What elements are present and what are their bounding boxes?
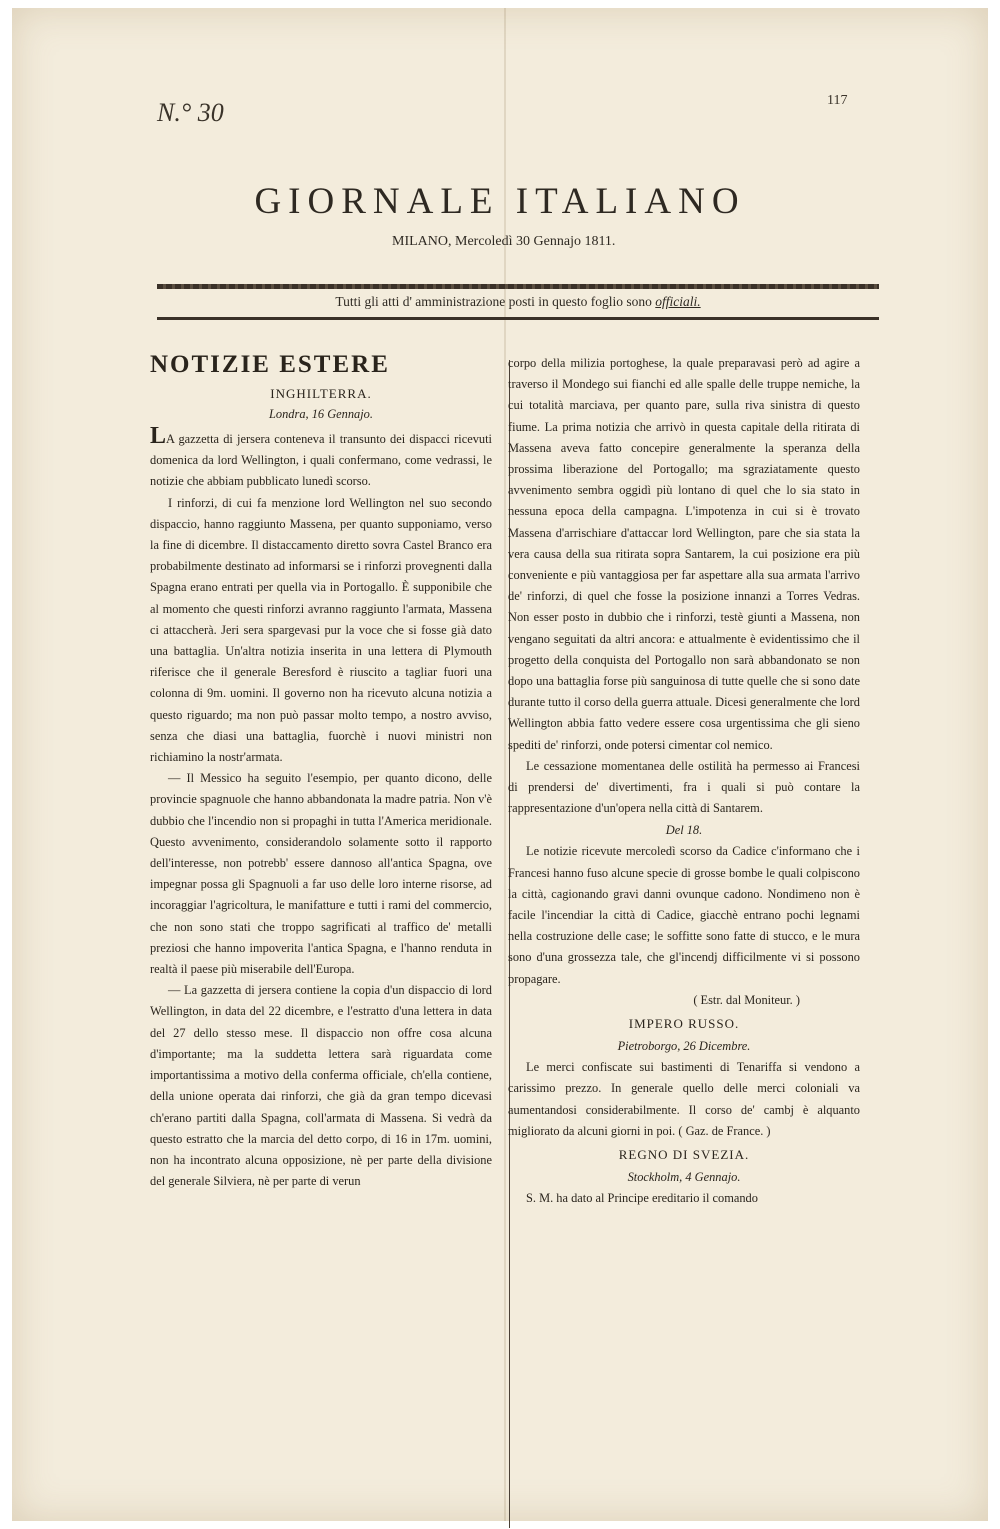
source-citation: ( Estr. dal Moniteur. ): [693, 992, 800, 1007]
official-notice-text: Tutti gli atti d' amministrazione posti in questo foglio sono: [335, 294, 652, 309]
article-paragraph: S. M. ha dato al Principe ereditario il comando: [526, 1190, 758, 1205]
place-dateline: Pietroborgo, 26 Dicembre.: [617, 1039, 751, 1054]
article-paragraph: Le cessazione momentanea delle ostilità ha permesso ai Francesi di prendersi de' divertimenti, fra i quali si può contare la rappresentazione d'un'opera nella città di Santarem.: [508, 758, 860, 816]
section-title: NOTIZIE ESTERE: [150, 351, 390, 378]
article-paragraph: corpo della milizia portoghese, la quale preparavasi però ad agire a traverso il Mondego sui fianchi ed alle spalle delle truppe nemiche, la cui totalità marciava, per quanto pare, sulla riva sinistra di questo fiume. La prima notizia che arrivò in questa capitale della ritirata di Massena aveva fatto concepire generalmente la speranza della prossima liberazione del Portogallo; ma sgraziatamente questo avvenimento sembra oggidì più lontano di quel che lo sia stato in nessuna epoca della campagna. L'impotenza in cui si è trovato Massena d'arrischiare d'attaccar lord Wellington, pare che sia stata la vera causa della sua ritirata sopra Santarem, la cui posizione era più conveniente e più vantaggiosa per far aspettare alla sua armata l'arrivo de' rinforzi, di quel che fosse la posizione innanzi a Torres Vedras. Non esser posto in dubbio che i rinforzi, testè giunti a Massena, non vengano seguitati da altri ancora: e attualmente è evidentissimo che il progetto della conquista del Portogallo non sarà abbandonato se non dopo una battaglia forse più sanguinosa di tutte quelle che si sono date durante tutto il corso della guerra attuale. Dicesi generalmente che lord Wellington abbia fatto vedere essere cosa urgentissima che gli sieno spediti de' rinforzi, onde potersi cimentar col nemico.: [508, 356, 860, 752]
article-paragraph: LA gazzetta di jersera conteneva il transunto dei dispacci ricevuti domenica da lord Wellington, i quali confermano, come vedrassi, le notizie che abbiam pubblicato lunedì scorso.: [150, 423, 492, 489]
place-dateline: Stockholm, 4 Gennajo.: [627, 1169, 741, 1184]
official-notice-emphasis: officiali.: [655, 294, 701, 309]
dateline: MILANO, Mercoledì 30 Gennajo 1811.: [392, 234, 616, 249]
article-paragraph: — La gazzetta di jersera contiene la copia d'un dispaccio di lord Wellington, in data del 22 dicembre, e l'estratto d'una lettera in data del 27 dello stesso mese. Il dispaccio non offre cosa alcuna d'importante; ma la suddetta lettera sarà riguardata come importantissima a motivo della conferma officiale, ch'ella contiene, della unione operata dai rinforzi, che già da gran tempo dicevasi ch'erano partiti dalla Spagna, coll'armata di Massena. Si vedrà da questo estratto che la marcia del detto corpo, di 16 in 17m. uomini, non ha incontrato alcuna opposizione, nè per parte della divisione del generale Silviera, nè per parte di verun: [150, 983, 492, 1189]
country-heading: INGHILTERRA.: [270, 386, 372, 401]
date-subheading: Del 18.: [665, 823, 703, 838]
decorative-rule-bottom: [157, 317, 879, 320]
official-notice: [157, 294, 879, 310]
place-dateline: Londra, 16 Gennajo.: [269, 407, 373, 421]
newspaper-page: [12, 8, 988, 1521]
country-heading: IMPERO RUSSO.: [628, 1016, 740, 1032]
page-number: 117: [827, 93, 848, 108]
article-paragraph: — Il Messico ha seguito l'esempio, per quanto dicono, delle provincie spagnuole che hanno abbandonata la madre patria. Non v'è dubbio che l'incendio non si propaghi in tutta l'America meridionale. Questo avvenimento, considerandolo solamente sotto il rapporto dell'interesse, non potrebb' essere dannoso all'antica Spagna, ove impegnar possa gli Spagnuoli a far uso delle loro interne risorse, ad incoraggiar l'agricoltura, le manifatture e tutti i rami del commercio, che non sono stati che troppo sagrificati al traffico de' metalli preziosi che hanno impoverita l'antica Spagna, e l'hanno renduta in realtà il paese più miserabile dell'Europa.: [150, 771, 492, 977]
article-paragraph: I rinforzi, di cui fa menzione lord Wellington nel suo secondo dispaccio, hanno raggiunto Massena, per quanto supponiamo, verso la fine di dicembre. Il distaccamento diretto sovra Castel Branco era probabilmente destinato ad informarsi se i rinforzi provegnenti dalla Spagna erano entrati per quella via in Portogallo. È supponibile che al momento che questi rinforzi avranno raggiunto l'armata, Massena ci attaccherà. Jeri sera spargevasi pur la voce che si fosse già dato una battaglia. Un'altra notizia inserita in una lettera di Plymouth riferisce che il generale Beresford è riuscito a tagliar fuori una colonna di 9m. uomini. Il governo non ha ricevuto alcuna notizia a questo riguardo; ma non può passar molto tempo, a nostro avviso, senza che diasi una battaglia, fuorchè i nuovi ministri non richiamino la nostr'armata.: [150, 495, 492, 765]
left-column: [150, 348, 492, 1192]
article-paragraph: Le notizie ricevute mercoledì scorso da Cadice c'informano che i Francesi hanno fuso alcune specie di grosse bombe le quali colpiscono la città, cagionando gravi danni ovunque cadono. Nondimeno non è facile l'incendiar la città di Cadice, giacchè entrano pochi legnami nella costruzione delle case; le soffitte sono fatte di stucco, e le mura sono d'una grossezza tale, che gl'incendj difficilmente vi si possono propagare.: [508, 844, 860, 986]
country-heading: REGNO DI SVEZIA.: [618, 1146, 750, 1162]
masthead-title: GIORNALE ITALIANO: [254, 181, 746, 222]
decorative-rule-top: [157, 284, 879, 289]
issue-number: N.° 30: [157, 98, 224, 127]
article-paragraph: Le merci confiscate sui bastimenti di Tenariffa si vendono a carissimo prezzo. In generale quello delle merci coloniali va aumentandosi considerabilmente. Il corso de' cambj è alquanto migliorato da alcuni giorni in poi. ( Gaz. de France. ): [508, 1060, 860, 1138]
right-column: [508, 353, 860, 1209]
